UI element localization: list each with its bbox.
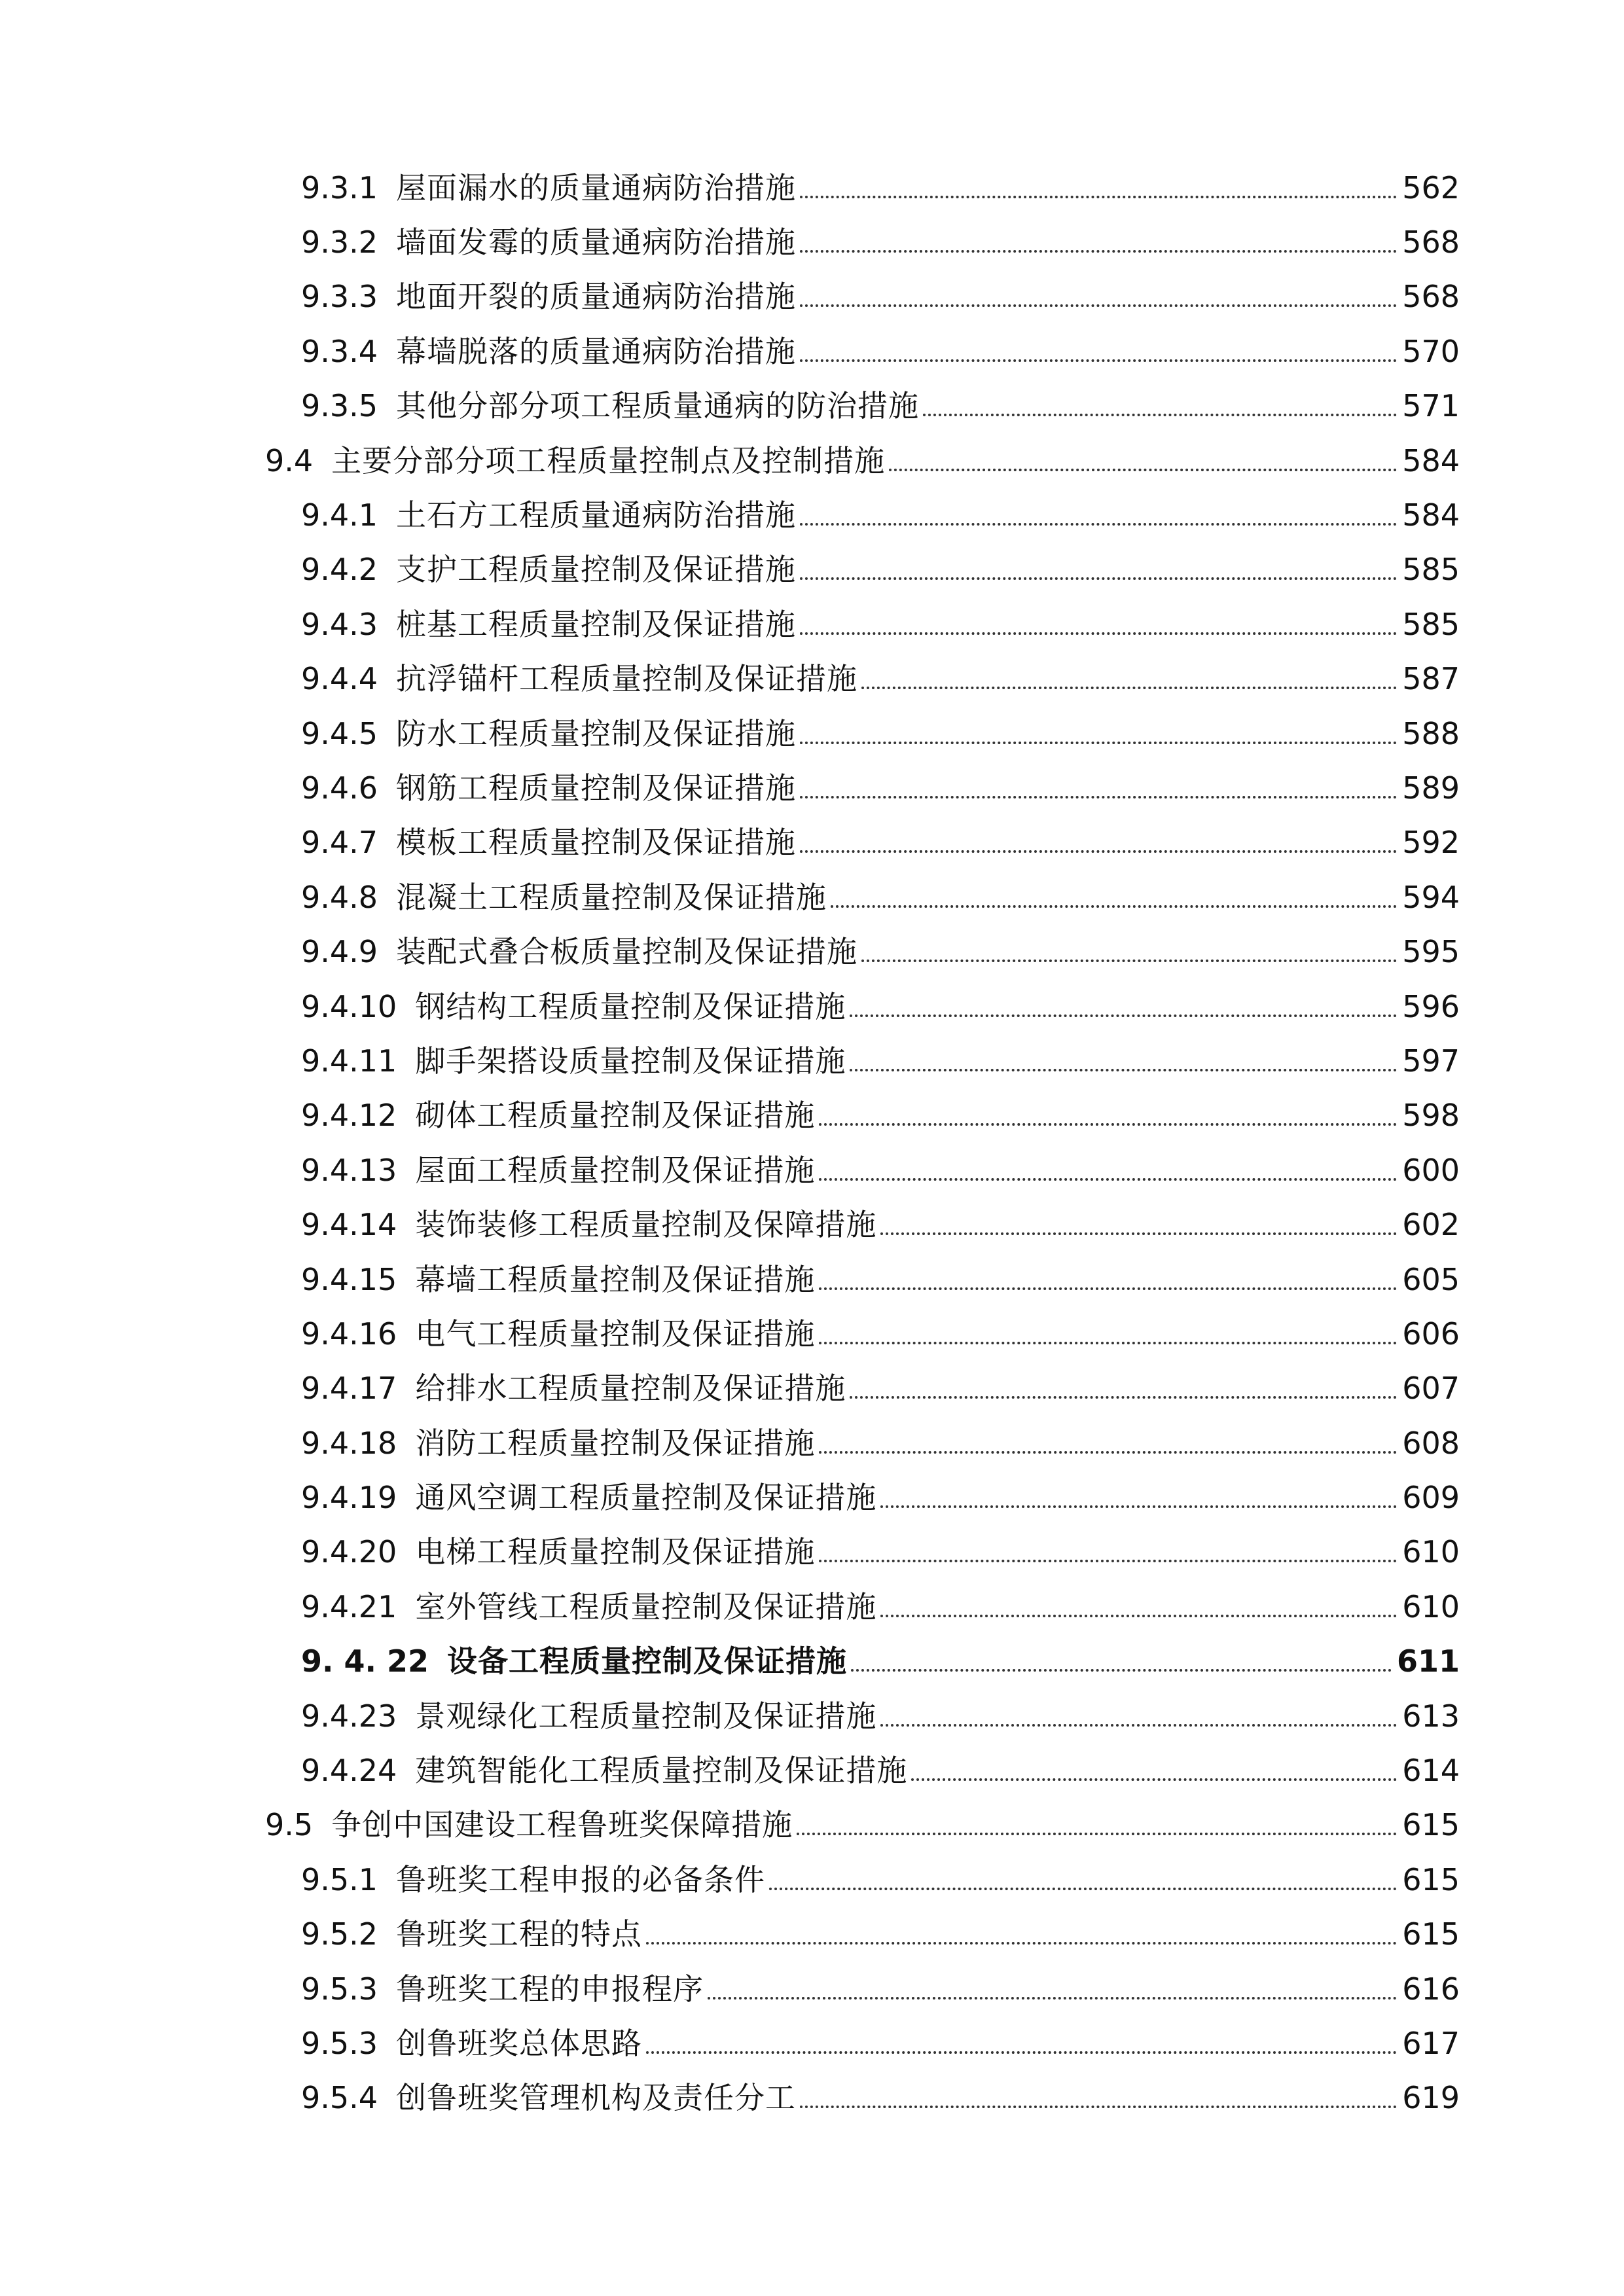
toc-entry-title: 桩基工程质量控制及保证措施 xyxy=(396,606,797,642)
toc-entry-number: 9.4.3 xyxy=(301,606,378,642)
toc-entry-number: 9.4.21 xyxy=(301,1588,397,1624)
toc-entry-page-number: 609 xyxy=(1402,1480,1460,1516)
toc-entry-page-number: 615 xyxy=(1402,1916,1460,1952)
toc-entry-page-number: 594 xyxy=(1402,879,1460,915)
toc-entry-page-number: 570 xyxy=(1402,333,1460,369)
toc-entry-number: 9.4.5 xyxy=(301,715,378,751)
dot-leader xyxy=(850,1069,1397,1071)
toc-entry-title: 屋面漏水的质量通病防治措施 xyxy=(396,170,797,206)
toc-entry[interactable] xyxy=(265,1743,1460,1797)
toc-entry-title: 抗浮锚杆工程质量控制及保证措施 xyxy=(396,661,858,697)
dot-leader xyxy=(911,1778,1397,1781)
toc-entry-page-number: 588 xyxy=(1402,715,1460,751)
toc-entry-title: 混凝土工程质量控制及保证措施 xyxy=(396,879,827,915)
dot-leader xyxy=(831,905,1397,908)
toc-entry-title: 电气工程质量控制及保证措施 xyxy=(415,1316,816,1352)
toc-entry-number: 9.4.12 xyxy=(301,1098,397,1134)
dot-leader xyxy=(819,1178,1397,1181)
toc-entry-title: 创鲁班奖管理机构及责任分工 xyxy=(396,2080,797,2116)
dot-leader xyxy=(880,1724,1397,1727)
dot-leader xyxy=(800,523,1397,526)
toc-entry[interactable] xyxy=(265,543,1460,597)
toc-entry[interactable] xyxy=(265,1798,1460,1852)
dot-leader xyxy=(819,1451,1397,1454)
toc-entry-title: 钢结构工程质量控制及保证措施 xyxy=(415,988,846,1024)
toc-entry-number: 9.4.2 xyxy=(301,552,378,588)
dot-leader xyxy=(708,1997,1397,2000)
toc-entry-page-number: 589 xyxy=(1402,770,1460,806)
toc-entry-page-number: 595 xyxy=(1402,934,1460,970)
toc-entry-page-number: 568 xyxy=(1402,279,1460,315)
toc-entry-title: 幕墙脱落的质量通病防治措施 xyxy=(396,333,797,369)
toc-entry[interactable] xyxy=(265,1416,1460,1470)
toc-entry[interactable] xyxy=(265,1033,1460,1088)
toc-entry-number: 9.4.1 xyxy=(301,497,378,533)
toc-entry-number: 9.3.2 xyxy=(301,224,378,260)
toc-entry-title: 土石方工程质量通病防治措施 xyxy=(396,497,797,533)
toc-entry-number: 9.3.1 xyxy=(301,170,378,206)
toc-entry-number: 9.4.24 xyxy=(301,1753,397,1789)
toc-entry-page-number: 616 xyxy=(1402,1971,1460,2007)
dot-leader xyxy=(880,1232,1397,1235)
toc-entry[interactable] xyxy=(265,270,1460,324)
toc-entry-number: 9.4.13 xyxy=(301,1152,397,1188)
toc-entry-number: 9.4.19 xyxy=(301,1480,397,1516)
toc-entry[interactable] xyxy=(265,1361,1460,1416)
toc-entry-title: 支护工程质量控制及保证措施 xyxy=(396,552,797,588)
toc-entry-number: 9.3.3 xyxy=(301,279,378,315)
toc-entry-page-number: 611 xyxy=(1396,1643,1460,1679)
toc-entry[interactable] xyxy=(265,1907,1460,1962)
toc-entry[interactable] xyxy=(265,1143,1460,1197)
toc-entry[interactable] xyxy=(265,761,1460,815)
toc-entry[interactable] xyxy=(265,1525,1460,1579)
toc-entry-title: 其他分部分项工程质量通病的防治措施 xyxy=(396,388,920,424)
toc-entry[interactable] xyxy=(265,1962,1460,2016)
toc-entry-number: 9.5.4 xyxy=(301,2080,378,2116)
toc-entry-page-number: 615 xyxy=(1402,1807,1460,1843)
toc-entry-number: 9.4.16 xyxy=(301,1316,397,1352)
toc-entry-page-number: 613 xyxy=(1402,1698,1460,1734)
toc-entry[interactable] xyxy=(265,379,1460,433)
dot-leader xyxy=(819,1287,1397,1290)
dot-leader xyxy=(800,196,1397,198)
toc-entry-number: 9.4 xyxy=(265,442,314,478)
dot-leader xyxy=(819,1123,1397,1126)
toc-entry-number: 9.4.20 xyxy=(301,1534,397,1570)
dot-leader xyxy=(851,1669,1392,1672)
toc-entry-title: 创鲁班奖总体思路 xyxy=(396,2025,643,2061)
dot-leader xyxy=(646,2051,1397,2054)
toc-entry-title: 模板工程质量控制及保证措施 xyxy=(396,825,797,861)
toc-entry[interactable] xyxy=(265,2071,1460,2125)
toc-entry-number: 9. 4. 22 xyxy=(301,1643,429,1679)
toc-entry[interactable] xyxy=(265,597,1460,651)
dot-leader xyxy=(800,796,1397,798)
toc-entry-title: 主要分部分项工程质量控制点及控制措施 xyxy=(331,442,886,478)
toc-entry-page-number: 585 xyxy=(1402,552,1460,588)
toc-entry-number: 9.4.15 xyxy=(301,1261,397,1297)
table-of-contents xyxy=(265,160,1460,2125)
toc-entry-title: 鲁班奖工程的申报程序 xyxy=(396,1971,704,2007)
toc-entry[interactable] xyxy=(265,1634,1460,1689)
toc-entry-title: 室外管线工程质量控制及保证措施 xyxy=(415,1588,877,1624)
dot-leader xyxy=(880,1505,1397,1508)
dot-leader xyxy=(646,1942,1397,1945)
toc-entry-title: 脚手架搭设质量控制及保证措施 xyxy=(415,1043,846,1079)
toc-entry-title: 砌体工程质量控制及保证措施 xyxy=(415,1098,816,1134)
toc-entry-page-number: 615 xyxy=(1402,1861,1460,1897)
toc-entry[interactable] xyxy=(265,1306,1460,1361)
toc-entry-number: 9.4.23 xyxy=(301,1698,397,1734)
dot-leader xyxy=(797,1833,1397,1835)
toc-entry-page-number: 597 xyxy=(1402,1043,1460,1079)
toc-entry-number: 9.4.7 xyxy=(301,825,378,861)
toc-entry[interactable] xyxy=(265,870,1460,924)
toc-entry-number: 9.4.10 xyxy=(301,988,397,1024)
toc-entry-title: 屋面工程质量控制及保证措施 xyxy=(415,1152,816,1188)
toc-entry[interactable] xyxy=(265,160,1460,215)
toc-entry-number: 9.5.1 xyxy=(301,1861,378,1897)
toc-entry[interactable] xyxy=(265,1197,1460,1251)
toc-entry[interactable] xyxy=(265,979,1460,1033)
toc-entry[interactable] xyxy=(265,2016,1460,2070)
toc-entry-page-number: 610 xyxy=(1402,1534,1460,1570)
toc-entry-page-number: 606 xyxy=(1402,1316,1460,1352)
toc-entry[interactable] xyxy=(265,324,1460,378)
dot-leader xyxy=(923,414,1397,416)
dot-leader xyxy=(880,1615,1397,1617)
toc-entry-title: 鲁班奖工程的特点 xyxy=(396,1916,643,1952)
toc-entry-page-number: 614 xyxy=(1402,1753,1460,1789)
toc-entry-page-number: 596 xyxy=(1402,988,1460,1024)
toc-entry-page-number: 617 xyxy=(1402,2025,1460,2061)
toc-entry-title: 争创中国建设工程鲁班奖保障措施 xyxy=(331,1807,793,1843)
toc-entry[interactable] xyxy=(265,488,1460,542)
dot-leader xyxy=(800,742,1397,744)
toc-entry-page-number: 619 xyxy=(1402,2080,1460,2116)
toc-entry-page-number: 587 xyxy=(1402,661,1460,697)
toc-entry-title: 装饰装修工程质量控制及保障措施 xyxy=(415,1207,877,1243)
toc-entry-page-number: 608 xyxy=(1402,1425,1460,1461)
toc-entry-number: 9.4.9 xyxy=(301,934,378,970)
toc-entry[interactable] xyxy=(265,1088,1460,1143)
toc-entry-title: 消防工程质量控制及保证措施 xyxy=(415,1425,816,1461)
toc-entry-page-number: 571 xyxy=(1402,388,1460,424)
toc-entry-number: 9.4.6 xyxy=(301,770,378,806)
toc-entry-number: 9.5.2 xyxy=(301,1916,378,1952)
toc-entry-title: 防水工程质量控制及保证措施 xyxy=(396,715,797,751)
toc-entry-page-number: 568 xyxy=(1402,224,1460,260)
toc-entry-page-number: 585 xyxy=(1402,606,1460,642)
dot-leader xyxy=(800,577,1397,580)
toc-entry-number: 9.5 xyxy=(265,1807,314,1843)
toc-entry-page-number: 605 xyxy=(1402,1261,1460,1297)
toc-entry-page-number: 600 xyxy=(1402,1152,1460,1188)
toc-entry-page-number: 584 xyxy=(1402,442,1460,478)
toc-entry-page-number: 598 xyxy=(1402,1098,1460,1134)
toc-entry-page-number: 562 xyxy=(1402,170,1460,206)
toc-entry[interactable] xyxy=(265,433,1460,488)
toc-entry[interactable] xyxy=(265,652,1460,706)
toc-entry-title: 设备工程质量控制及保证措施 xyxy=(447,1643,848,1679)
toc-entry-page-number: 602 xyxy=(1402,1207,1460,1243)
dot-leader xyxy=(800,632,1397,635)
toc-entry-number: 9.4.8 xyxy=(301,879,378,915)
dot-leader xyxy=(819,1342,1397,1344)
dot-leader xyxy=(850,1396,1397,1399)
toc-entry[interactable] xyxy=(265,1579,1460,1634)
toc-entry-title: 电梯工程质量控制及保证措施 xyxy=(415,1534,816,1570)
toc-entry-number: 9.4.18 xyxy=(301,1425,397,1461)
dot-leader xyxy=(819,1560,1397,1562)
toc-entry[interactable] xyxy=(265,1470,1460,1524)
dot-leader xyxy=(769,1888,1397,1890)
dot-leader xyxy=(800,850,1397,853)
toc-entry-number: 9.4.17 xyxy=(301,1371,397,1407)
toc-entry-title: 地面开裂的质量通病防治措施 xyxy=(396,279,797,315)
toc-entry[interactable] xyxy=(265,1689,1460,1743)
dot-leader xyxy=(889,469,1397,471)
toc-entry-title: 钢筋工程质量控制及保证措施 xyxy=(396,770,797,806)
toc-entry-page-number: 607 xyxy=(1402,1371,1460,1407)
toc-entry-number: 9.5.3 xyxy=(301,1971,378,2007)
toc-entry[interactable] xyxy=(265,1852,1460,1907)
toc-entry-number: 9.3.5 xyxy=(301,388,378,424)
dot-leader xyxy=(800,359,1397,362)
toc-entry-page-number: 610 xyxy=(1402,1588,1460,1624)
toc-entry[interactable] xyxy=(265,215,1460,269)
toc-entry-number: 9.4.14 xyxy=(301,1207,397,1243)
toc-entry-title: 景观绿化工程质量控制及保证措施 xyxy=(415,1698,877,1734)
toc-entry-title: 通风空调工程质量控制及保证措施 xyxy=(415,1480,877,1516)
toc-entry-page-number: 592 xyxy=(1402,825,1460,861)
toc-entry[interactable] xyxy=(265,706,1460,761)
dot-leader xyxy=(850,1014,1397,1017)
toc-entry[interactable] xyxy=(265,816,1460,870)
toc-entry-title: 建筑智能化工程质量控制及保证措施 xyxy=(415,1753,908,1789)
toc-entry-number: 9.5.3 xyxy=(301,2025,378,2061)
toc-entry-page-number: 584 xyxy=(1402,497,1460,533)
toc-entry-title: 墙面发霉的质量通病防治措施 xyxy=(396,224,797,260)
toc-entry-title: 鲁班奖工程申报的必备条件 xyxy=(396,1861,766,1897)
toc-entry-title: 给排水工程质量控制及保证措施 xyxy=(415,1371,846,1407)
dot-leader xyxy=(861,960,1397,962)
dot-leader xyxy=(861,687,1397,689)
toc-entry-number: 9.4.4 xyxy=(301,661,378,697)
toc-entry-number: 9.3.4 xyxy=(301,333,378,369)
toc-entry[interactable] xyxy=(265,1252,1460,1306)
toc-entry[interactable] xyxy=(265,924,1460,978)
toc-entry-title: 幕墙工程质量控制及保证措施 xyxy=(415,1261,816,1297)
toc-entry-number: 9.4.11 xyxy=(301,1043,397,1079)
dot-leader xyxy=(800,304,1397,307)
dot-leader xyxy=(800,250,1397,253)
dot-leader xyxy=(800,2106,1397,2108)
toc-entry-title: 装配式叠合板质量控制及保证措施 xyxy=(396,934,858,970)
